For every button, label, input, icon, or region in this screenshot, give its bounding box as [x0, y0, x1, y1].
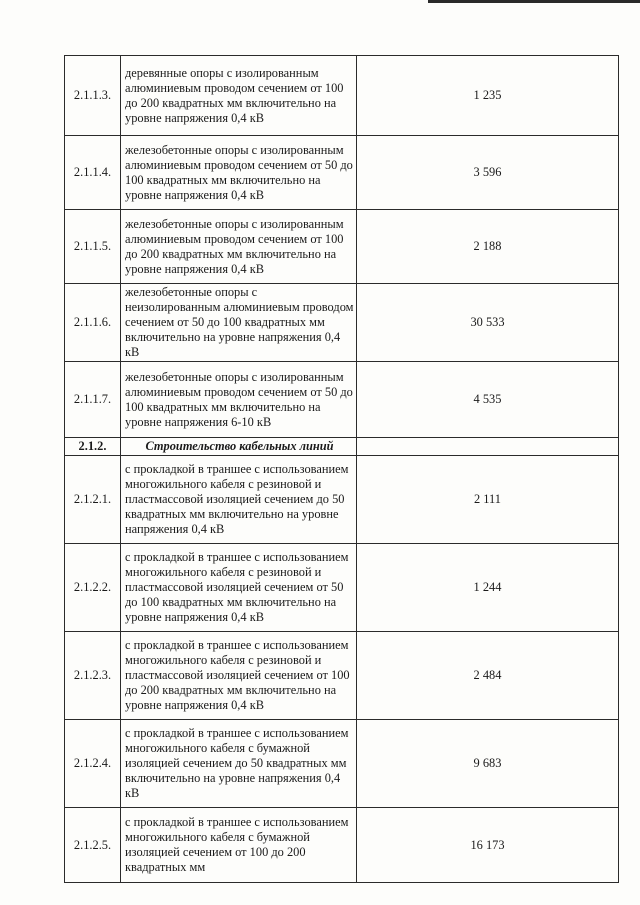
table-row — [65, 456, 619, 544]
row-description-cell: железобетонные опоры с изолированным алюминиевым проводом сечением от 100 до 200 квадратных мм включительно на уровне напряжения 0,4 кВ — [121, 210, 357, 284]
row-description-cell: Строительство кабельных линий — [121, 438, 357, 456]
row-number-cell: 2.1.2.2. — [65, 544, 121, 632]
row-number-cell: 2.1.1.4. — [65, 136, 121, 210]
row-value-cell: 9 683 — [357, 720, 619, 808]
row-value-cell: 30 533 — [357, 284, 619, 362]
row-description-cell: железобетонные опоры с изолированным алюминиевым проводом сечением от 50 до 100 квадратных мм включительно на уровне напряжения 0,4 кВ — [121, 136, 357, 210]
table-section-row — [65, 438, 619, 456]
row-value-cell — [357, 438, 619, 456]
row-description-cell: с прокладкой в траншее с использованием многожильного кабеля с резиновой и пластмассовой изоляцией сечением от 100 до 200 квадратных мм включительно на уровне напряжения 0,4 кВ — [121, 632, 357, 720]
row-value-cell: 1 235 — [357, 56, 619, 136]
table-row — [65, 136, 619, 210]
row-number-cell: 2.1.2. — [65, 438, 121, 456]
row-description-cell: с прокладкой в траншее с использованием многожильного кабеля с резиновой и пластмассовой изоляцией сечением от 50 до 100 квадратных мм включительно на уровне напряжения 0,4 кВ — [121, 544, 357, 632]
row-description-cell: железобетонные опоры с изолированным алюминиевым проводом сечением от 50 до 100 квадратных мм включительно на уровне напряжения 6-10 кВ — [121, 362, 357, 438]
row-number-cell: 2.1.2.4. — [65, 720, 121, 808]
row-value-cell: 16 173 — [357, 808, 619, 883]
row-description-cell: железобетонные опоры с неизолированным алюминиевым проводом сечением от 50 до 100 квадратных мм включительно на уровне напряжения 0,4 кВ — [121, 284, 357, 362]
row-number-cell: 2.1.1.7. — [65, 362, 121, 438]
table-row — [65, 720, 619, 808]
row-value-cell: 4 535 — [357, 362, 619, 438]
row-description-cell: с прокладкой в траншее с использованием многожильного кабеля с бумажной изоляцией сечением до 50 квадратных мм включительно на уровне напряжения 0,4 кВ — [121, 720, 357, 808]
table-row — [65, 56, 619, 136]
table-row — [65, 808, 619, 883]
table-row — [65, 210, 619, 284]
row-description-cell: деревянные опоры с изолированным алюминиевым проводом сечением от 100 до 200 квадратных мм включительно на уровне напряжения 0,4 кВ — [121, 56, 357, 136]
row-number-cell: 2.1.2.1. — [65, 456, 121, 544]
tariff-table-body — [65, 56, 619, 883]
table-row — [65, 544, 619, 632]
row-number-cell: 2.1.1.3. — [65, 56, 121, 136]
row-value-cell: 2 484 — [357, 632, 619, 720]
row-value-cell: 3 596 — [357, 136, 619, 210]
row-value-cell: 2 111 — [357, 456, 619, 544]
table-row — [65, 362, 619, 438]
row-description-cell: с прокладкой в траншее с использованием многожильного кабеля с резиновой и пластмассовой изоляцией сечением до 50 квадратных мм включительно на уровне напряжения 0,4 кВ — [121, 456, 357, 544]
table-row — [65, 632, 619, 720]
row-number-cell: 2.1.2.5. — [65, 808, 121, 883]
top-rule-line — [428, 0, 640, 3]
row-number-cell: 2.1.1.6. — [65, 284, 121, 362]
tariff-table — [64, 55, 619, 883]
row-number-cell: 2.1.1.5. — [65, 210, 121, 284]
row-number-cell: 2.1.2.3. — [65, 632, 121, 720]
row-value-cell: 2 188 — [357, 210, 619, 284]
table-row — [65, 284, 619, 362]
row-description-cell: с прокладкой в траншее с использованием многожильного кабеля с бумажной изоляцией сечением от 100 до 200 квадратных мм — [121, 808, 357, 883]
row-value-cell: 1 244 — [357, 544, 619, 632]
